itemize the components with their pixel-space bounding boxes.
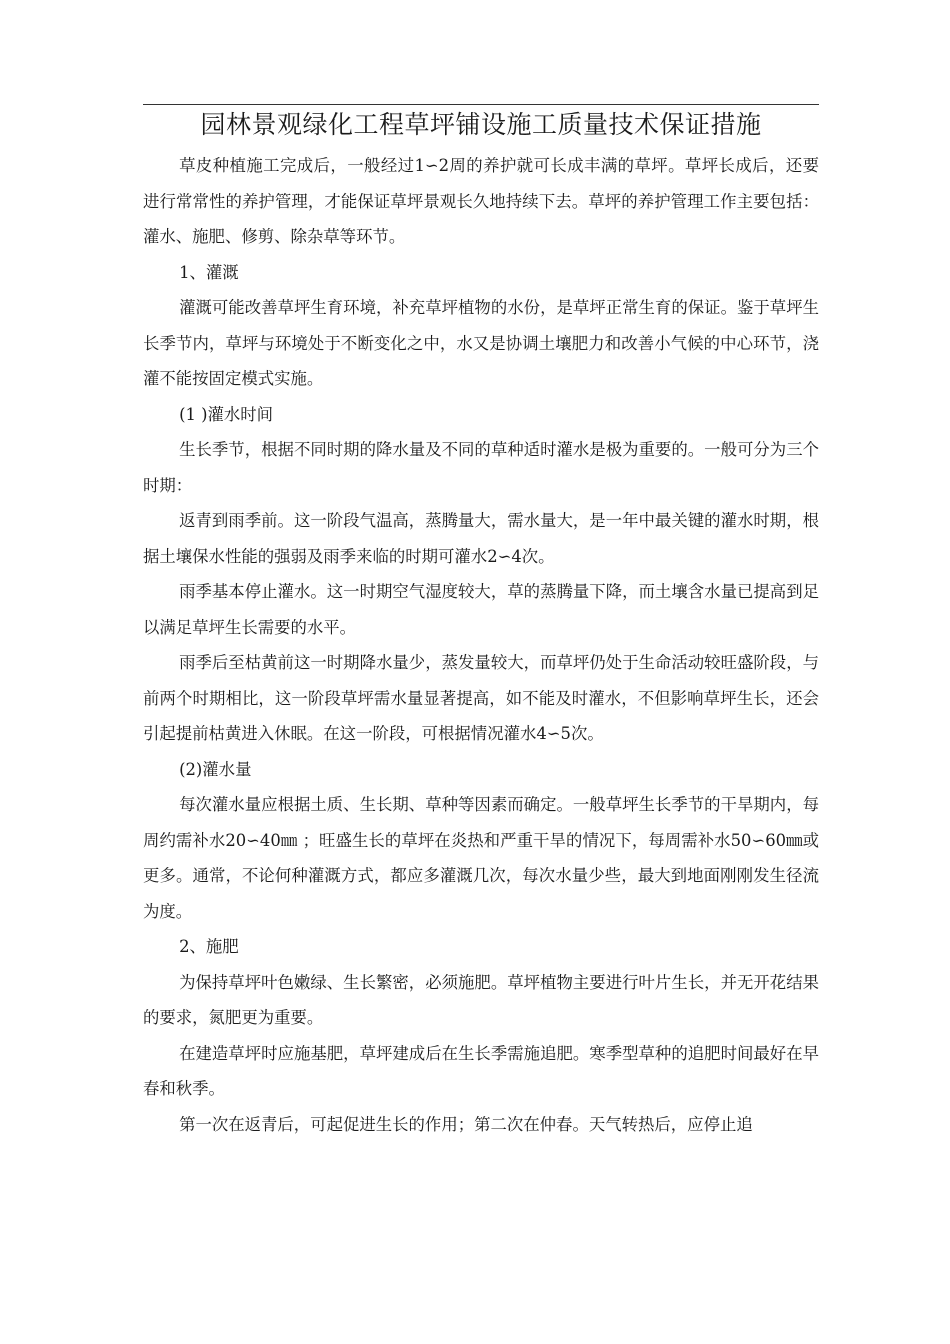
paragraph-intro: 草皮种植施工完成后，一般经过1∽2周的养护就可长成丰满的草坪。草坪长成后，还要进行常常性的养护管理，才能保证草坪景观长久地持续下去。草坪的养护管理工作主要包括：灌水、施肥、修剪、除杂草等环节。 — [143, 156, 819, 246]
header-rule — [143, 104, 819, 105]
paragraph-before-rainy-season: 返青到雨季前。这一阶段气温高，蒸腾量大，需水量大，是一年中最关键的灌水时期，根据土壤保水性能的强弱及雨季来临的时期可灌水2∽4次。 — [143, 511, 819, 566]
document-body — [143, 148, 819, 1142]
paragraph-growing-season: 生长季节，根据不同时期的降水量及不同的草种适时灌水是极为重要的。一般可分为三个时期： — [143, 440, 819, 495]
paragraph-first-application: 第一次在返青后，可起促进生长的作用；第二次在仲春。天气转热后，应停止追 — [179, 1114, 753, 1134]
paragraph-watering-amount: 每次灌水量应根据土质、生长期、草种等因素而确定。一般草坪生长季节的干旱期内，每周约需补水20∽40㎜ ；旺盛生长的草坪在炎热和严重干旱的情况下，每周需补水50∽60㎜或更多。通常，不论何种灌溉方式，都应多灌溉几次，每次水量少些，最大到地面刚刚发生径流为度。 — [143, 795, 819, 921]
section-heading-fertilizing: 2、施肥 — [179, 937, 239, 956]
paragraph-irrigation: 灌溉可能改善草坪生育环境，补充草坪植物的水份，是草坪正常生育的保证。鉴于草坪生长季节内，草坪与环境处于不断变化之中，水又是协调土壤肥力和改善小气候的中心环节，浇灌不能按固定模式实施。 — [143, 298, 819, 388]
section-heading-irrigation: 1、灌溉 — [179, 262, 239, 282]
paragraph-after-rainy-season: 雨季后至枯黄前这一时期降水量少，蒸发量较大，而草坪仍处于生命活动较旺盛阶段，与前两个时期相比，这一阶段草坪需水量显著提高，如不能及时灌水，不但影响草坪生长，还会引起提前枯黄进入休眠。在这一阶段，可根据情况灌水4∽5次。 — [143, 653, 819, 743]
document-title: 园林景观绿化工程草坪铺设施工质量技术保证措施 — [200, 110, 762, 139]
subheading-watering-amount: (2)灌水量 — [179, 759, 252, 779]
paragraph-fertilizing: 为保持草坪叶色嫩绿、生长繁密，必须施肥。草坪植物主要进行叶片生长，并无开花结果的要求，氮肥更为重要。 — [143, 972, 819, 1027]
paragraph-rainy-season: 雨季基本停止灌水。这一时期空气湿度较大，草的蒸腾量下降，而土壤含水量已提高到足以满足草坪生长需要的水平。 — [143, 582, 819, 637]
paragraph-base-fertilizer: 在建造草坪时应施基肥，草坪建成后在生长季需施追肥。寒季型草种的追肥时间最好在早春和秋季。 — [143, 1043, 819, 1098]
subheading-watering-time: (1 )灌水时间 — [179, 404, 274, 424]
